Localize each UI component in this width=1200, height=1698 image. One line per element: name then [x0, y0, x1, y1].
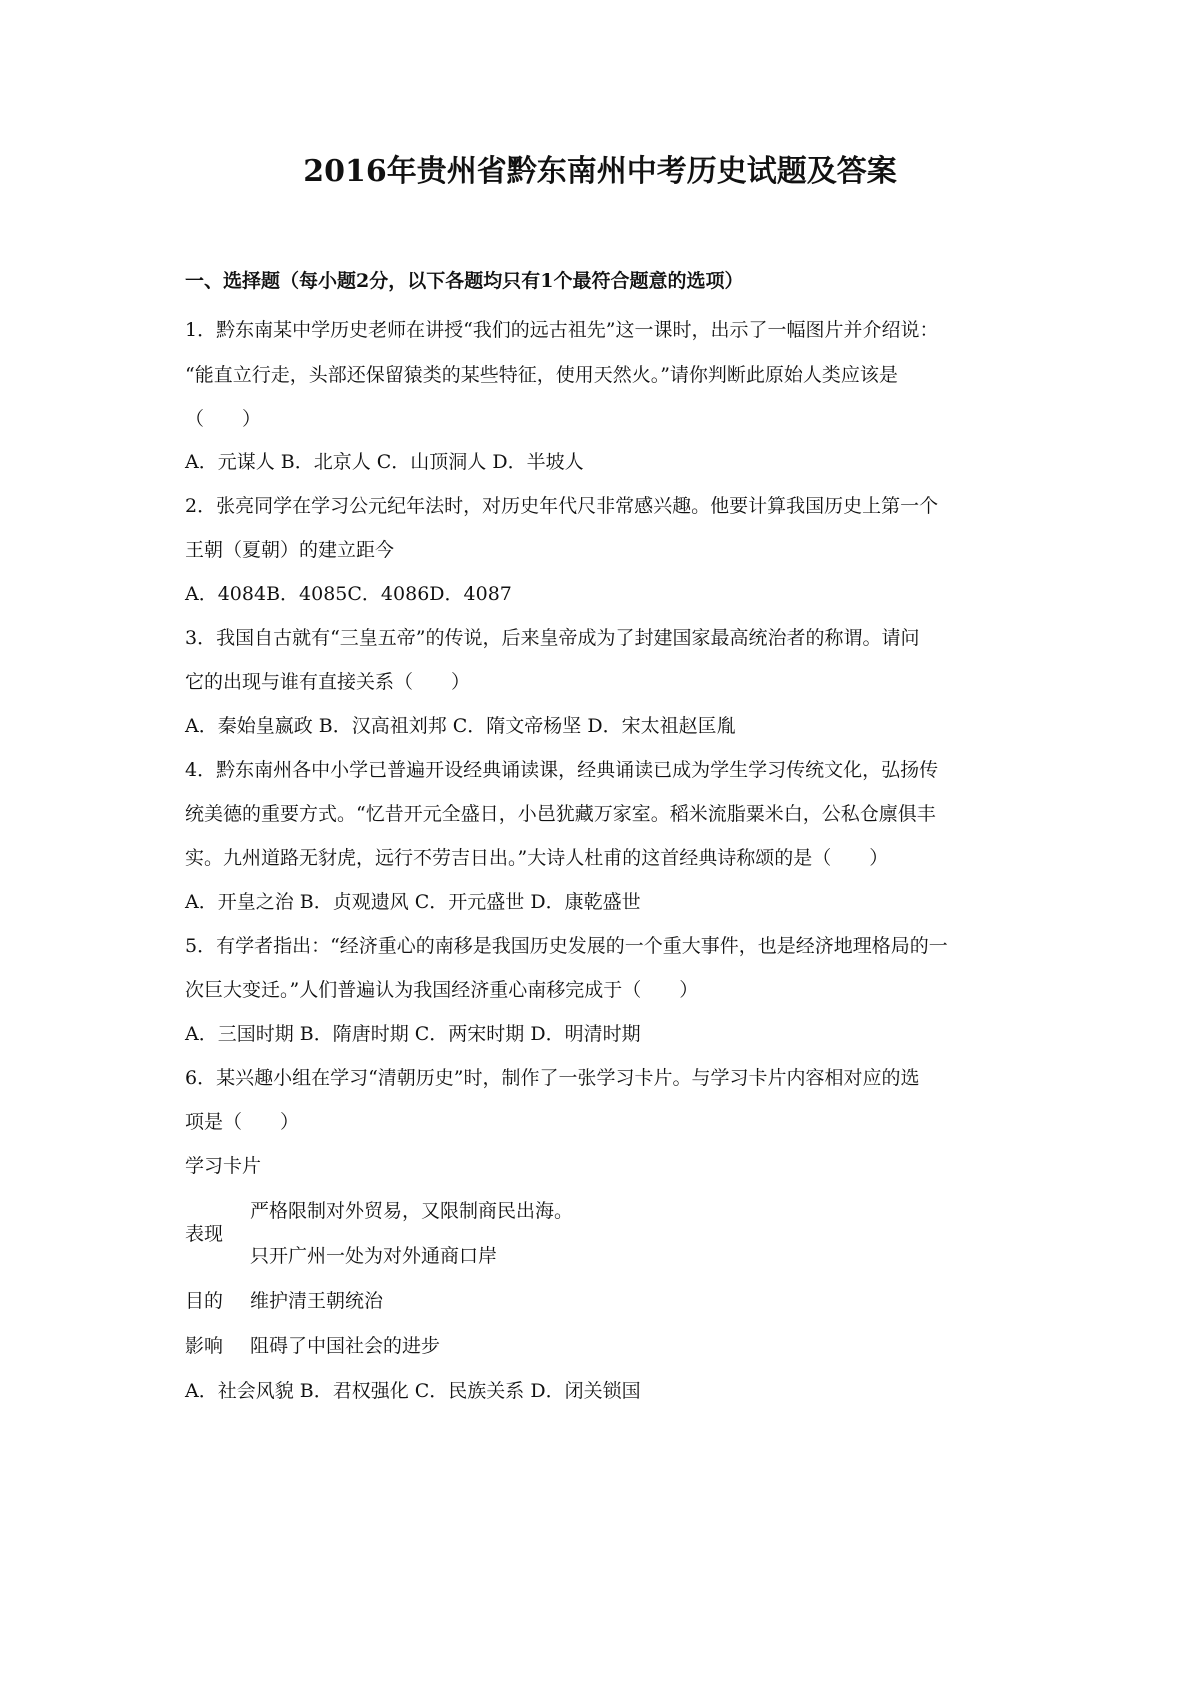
question-4-line-3: 实。九州道路无豺虎，远行不劳吉日出。”大诗人杜甫的这首经典诗称颂的是（ ）: [185, 847, 889, 869]
card-row-value-performance-1: 严格限制对外贸易，又限制商民出海。: [250, 1200, 574, 1222]
question-5-options: A．三国时期 B．隋唐时期 C．两宋时期 D．明清时期: [185, 1023, 641, 1045]
question-1-options: A．元谋人 B．北京人 C．山顶洞人 D．半坡人: [185, 451, 584, 473]
card-row-value-performance-2: 只开广州一处为对外通商口岸: [250, 1245, 498, 1267]
question-1-line-2: “能直立行走，头部还保留猿类的某些特征，使用天然火。”请你判断此原始人类应该是: [185, 364, 898, 386]
question-6-options: A．社会风貌 B．君权强化 C．民族关系 D．闭关锁国: [185, 1380, 641, 1402]
card-row-label-impact: 影响: [185, 1335, 224, 1357]
question-3-line-1: 3．我国自古就有“三皇五帝”的传说，后来皇帝成为了封建国家最高统治者的称谓。请问: [185, 627, 920, 649]
question-6-line-2: 项是（ ）: [185, 1111, 300, 1133]
card-row-label-performance: 表现: [185, 1223, 224, 1245]
card-row-value-purpose: 维护清王朝统治: [250, 1290, 384, 1312]
question-2-options: A．4084B．4085C．4086D．4087: [185, 583, 512, 605]
question-5-line-1: 5．有学者指出：“经济重心的南移是我国历史发展的一个重大事件，也是经济地理格局的一: [185, 935, 948, 957]
question-4-options: A．开皇之治 B．贞观遗风 C．开元盛世 D．康乾盛世: [185, 891, 641, 913]
document-title: 2016年贵州省黔东南州中考历史试题及答案: [303, 154, 897, 189]
question-5-line-2: 次巨大变迁。”人们普遍认为我国经济重心南移完成于（ ）: [185, 979, 699, 1001]
card-row-value-impact: 阻碍了中国社会的进步: [250, 1335, 441, 1357]
question-2-line-1: 2．张亮同学在学习公元纪年法时，对历史年代尺非常感兴趣。他要计算我国历史上第一个: [185, 495, 939, 517]
question-4-line-1: 4．黔东南州各中小学已普遍开设经典诵读课，经典诵读已成为学生学习传统文化，弘扬传: [185, 759, 939, 781]
card-row-label-purpose: 目的: [185, 1290, 224, 1312]
question-3-line-2: 它的出现与谁有直接关系（ ）: [185, 671, 471, 693]
question-6-line-1: 6．某兴趣小组在学习“清朝历史”时，制作了一张学习卡片。与学习卡片内容相对应的选: [185, 1067, 920, 1089]
question-2-line-2: 王朝（夏朝）的建立距今: [185, 539, 395, 561]
section-heading: 一、选择题（每小题2分，以下各题均只有1个最符合题意的选项）: [185, 270, 744, 292]
question-1-line-3: （ ）: [185, 408, 262, 430]
study-card-title: 学习卡片: [185, 1155, 262, 1177]
question-1-line-1: 1．黔东南某中学历史老师在讲授“我们的远古祖先”这一课时，出示了一幅图片并介绍说：: [185, 319, 939, 341]
question-4-line-2: 统美德的重要方式。“忆昔开元全盛日，小邑犹藏万家室。稻米流脂粟米白，公私仓廪俱丰: [185, 803, 936, 825]
question-3-options: A．秦始皇嬴政 B．汉高祖刘邦 C．隋文帝杨坚 D．宋太祖赵匡胤: [185, 715, 736, 737]
